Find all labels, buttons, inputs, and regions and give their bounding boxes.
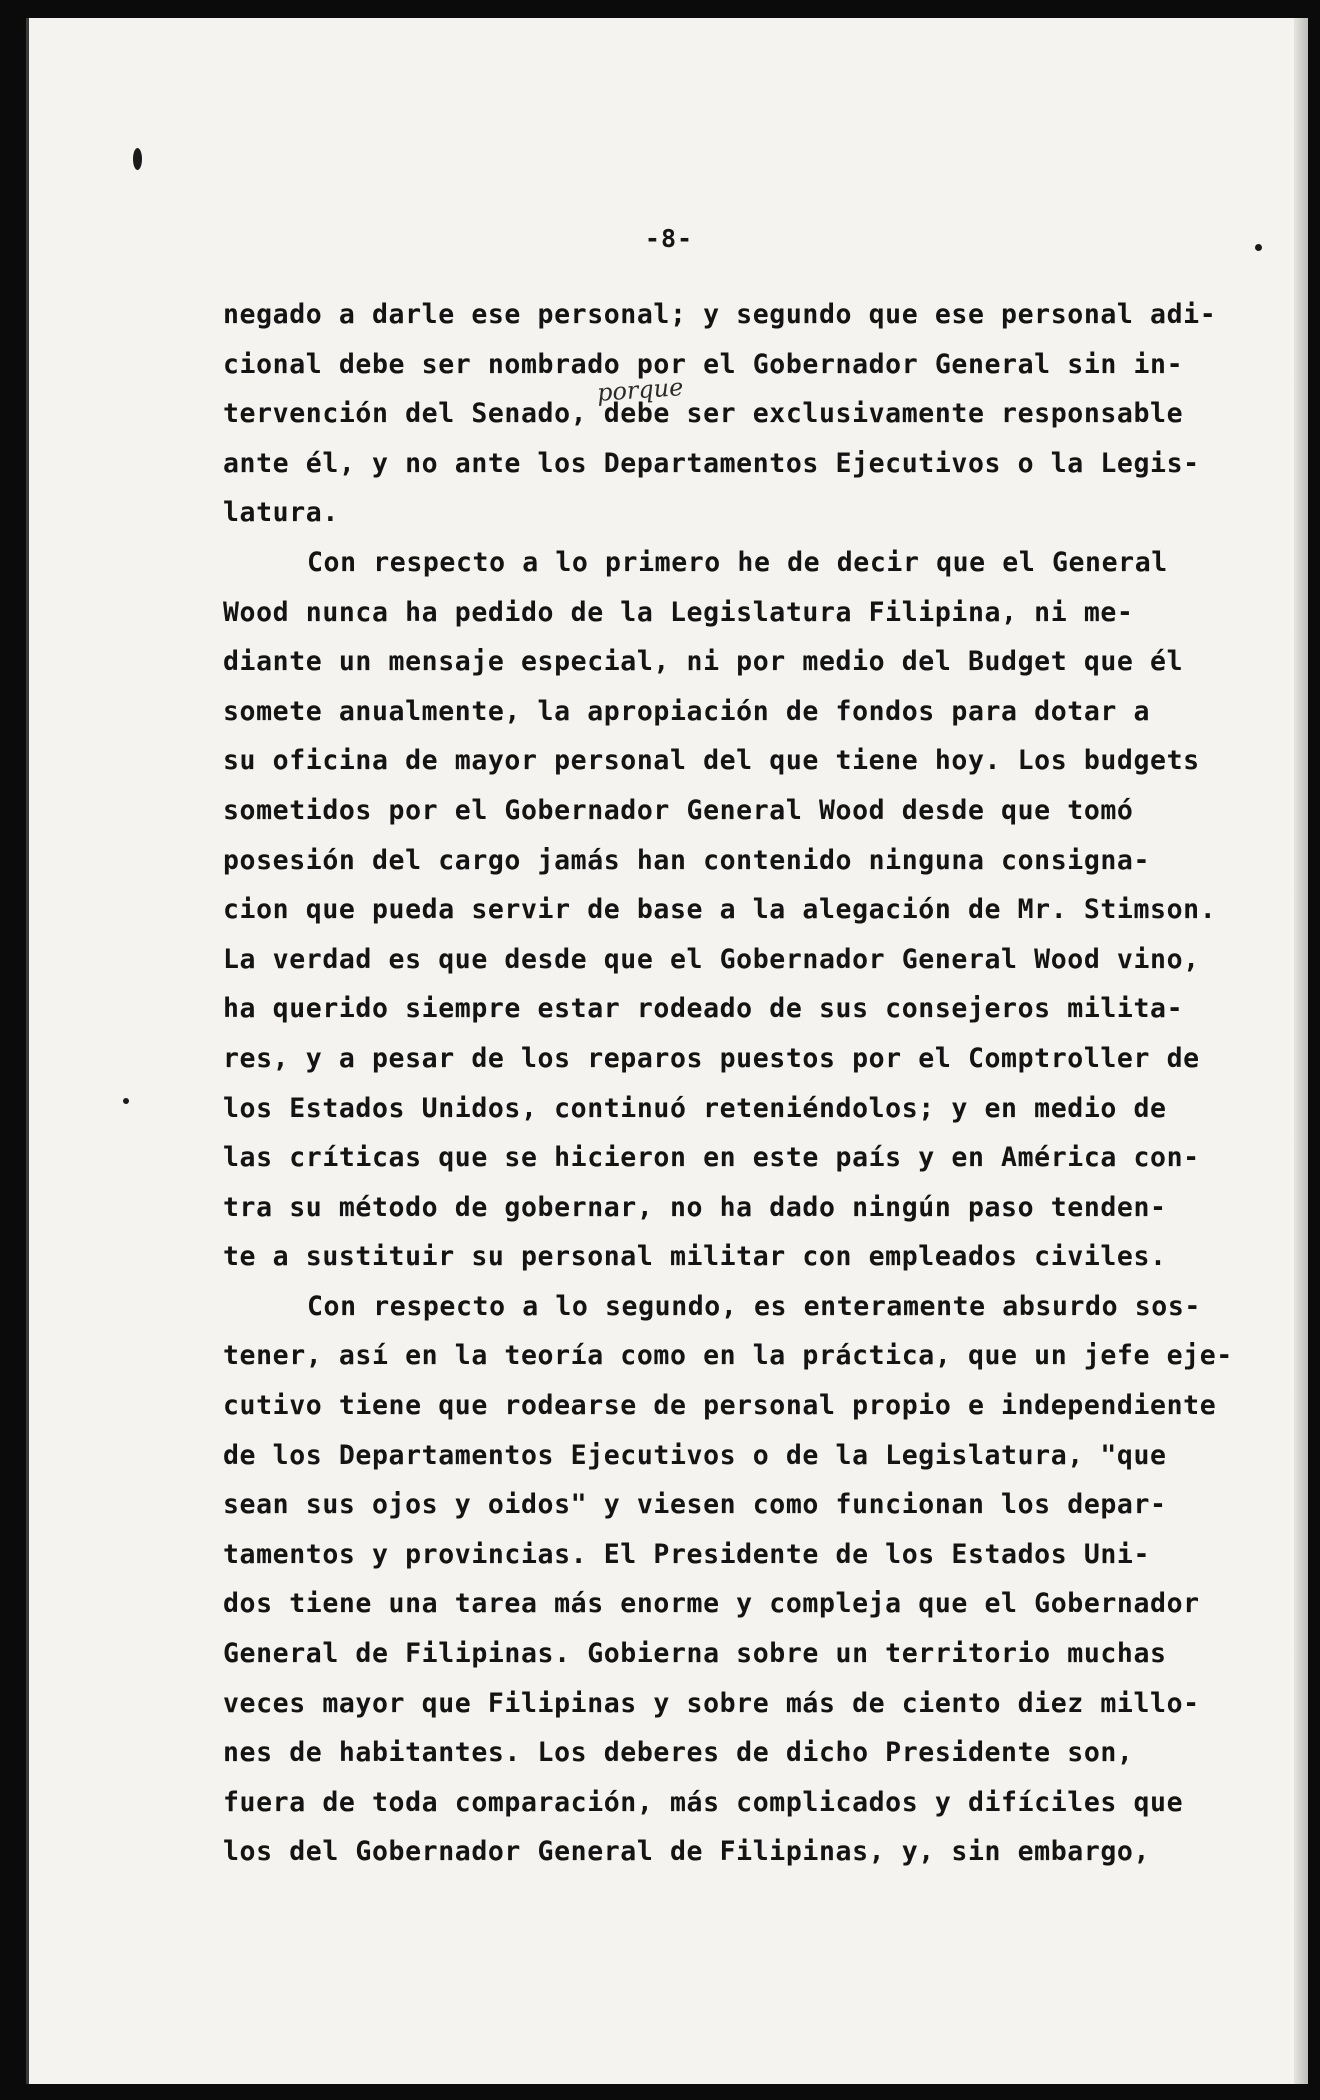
page-number: -8-: [644, 224, 694, 253]
text-line: veces mayor que Filipinas y sobre más de ciento diez millo-: [223, 1687, 1200, 1719]
text-line: posesión del cargo jamás han contenido ninguna consigna-: [223, 844, 1151, 876]
text-line: Wood nunca ha pedido de la Legislatura Filipina, ni me-: [223, 596, 1134, 628]
text-line: sometidos por el Gobernador General Wood desde que tomó: [223, 794, 1134, 826]
text-line: sean sus ojos y oidos" y viesen como funcionan los depar-: [223, 1489, 1167, 1521]
document-page: [26, 18, 1308, 2084]
text-line: cion que pueda servir de base a la alegación de Mr. Stimson.: [223, 894, 1217, 926]
text-line: tamentos y provincias. El Presidente de los Estados Uni-: [223, 1538, 1151, 1570]
text-line: somete anualmente, la apropiación de fondos para dotar a: [223, 695, 1151, 727]
text-line: ante él, y no ante los Departamentos Ejecutivos o la Legis-: [223, 447, 1200, 479]
page-edge-shadow: [1294, 18, 1308, 2084]
text-line: Con respecto a lo primero he de decir que el General: [307, 546, 1168, 578]
text-line: de los Departamentos Ejecutivos o de la Legislatura, "que: [223, 1439, 1167, 1471]
handwritten-insertion: porque: [596, 373, 685, 407]
text-line: los Estados Unidos, continuó reteniéndolos; y en medio de: [223, 1092, 1167, 1124]
text-line: los del Gobernador General de Filipinas, y, sin embargo,: [223, 1836, 1151, 1868]
text-line: diante un mensaje especial, ni por medio del Budget que él: [223, 646, 1184, 678]
text-line: tra su método de gobernar, no ha dado ningún paso tenden-: [223, 1191, 1167, 1223]
text-line: su oficina de mayor personal del que tiene hoy. Los budgets: [223, 745, 1200, 777]
text-line: cutivo tiene que rodearse de personal propio e independiente: [223, 1390, 1217, 1422]
text-line: fuera de toda comparación, más complicados y difíciles que: [223, 1786, 1184, 1818]
text-line: latura.: [223, 497, 339, 529]
text-line: dos tiene una tarea más enorme y compleja que el Gobernador: [223, 1588, 1200, 1620]
text-line: Con respecto a lo segundo, es enteramente absurdo sos-: [307, 1290, 1201, 1322]
text-line: tervención del Senado, debe ser exclusivamente responsable: [223, 398, 1184, 430]
text-line: nes de habitantes. Los deberes de dicho Presidente son,: [223, 1737, 1134, 1769]
text-line: res, y a pesar de los reparos puestos por el Comptroller de: [223, 1042, 1200, 1074]
text-line: La verdad es que desde que el Gobernador General Wood vino,: [223, 943, 1200, 975]
text-line: negado a darle ese personal; y segundo que ese personal adi-: [223, 299, 1217, 330]
text-line: General de Filipinas. Gobierna sobre un territorio muchas: [223, 1638, 1167, 1670]
text-line: ha querido siempre estar rodeado de sus consejeros milita-: [223, 993, 1184, 1025]
ink-speck: [123, 1098, 129, 1104]
text-line: cional debe ser nombrado por el Gobernador General sin in-: [223, 348, 1184, 380]
ink-speck: [1255, 244, 1262, 251]
body-text: [223, 290, 1233, 1877]
ink-speck: [133, 148, 142, 170]
text-line: las críticas que se hicieron en este país y en América con-: [223, 1142, 1200, 1174]
text-line: tener, así en la teoría como en la práctica, que un jefe eje-: [223, 1340, 1233, 1372]
text-line: te a sustituir su personal militar con empleados civiles.: [223, 1241, 1167, 1273]
